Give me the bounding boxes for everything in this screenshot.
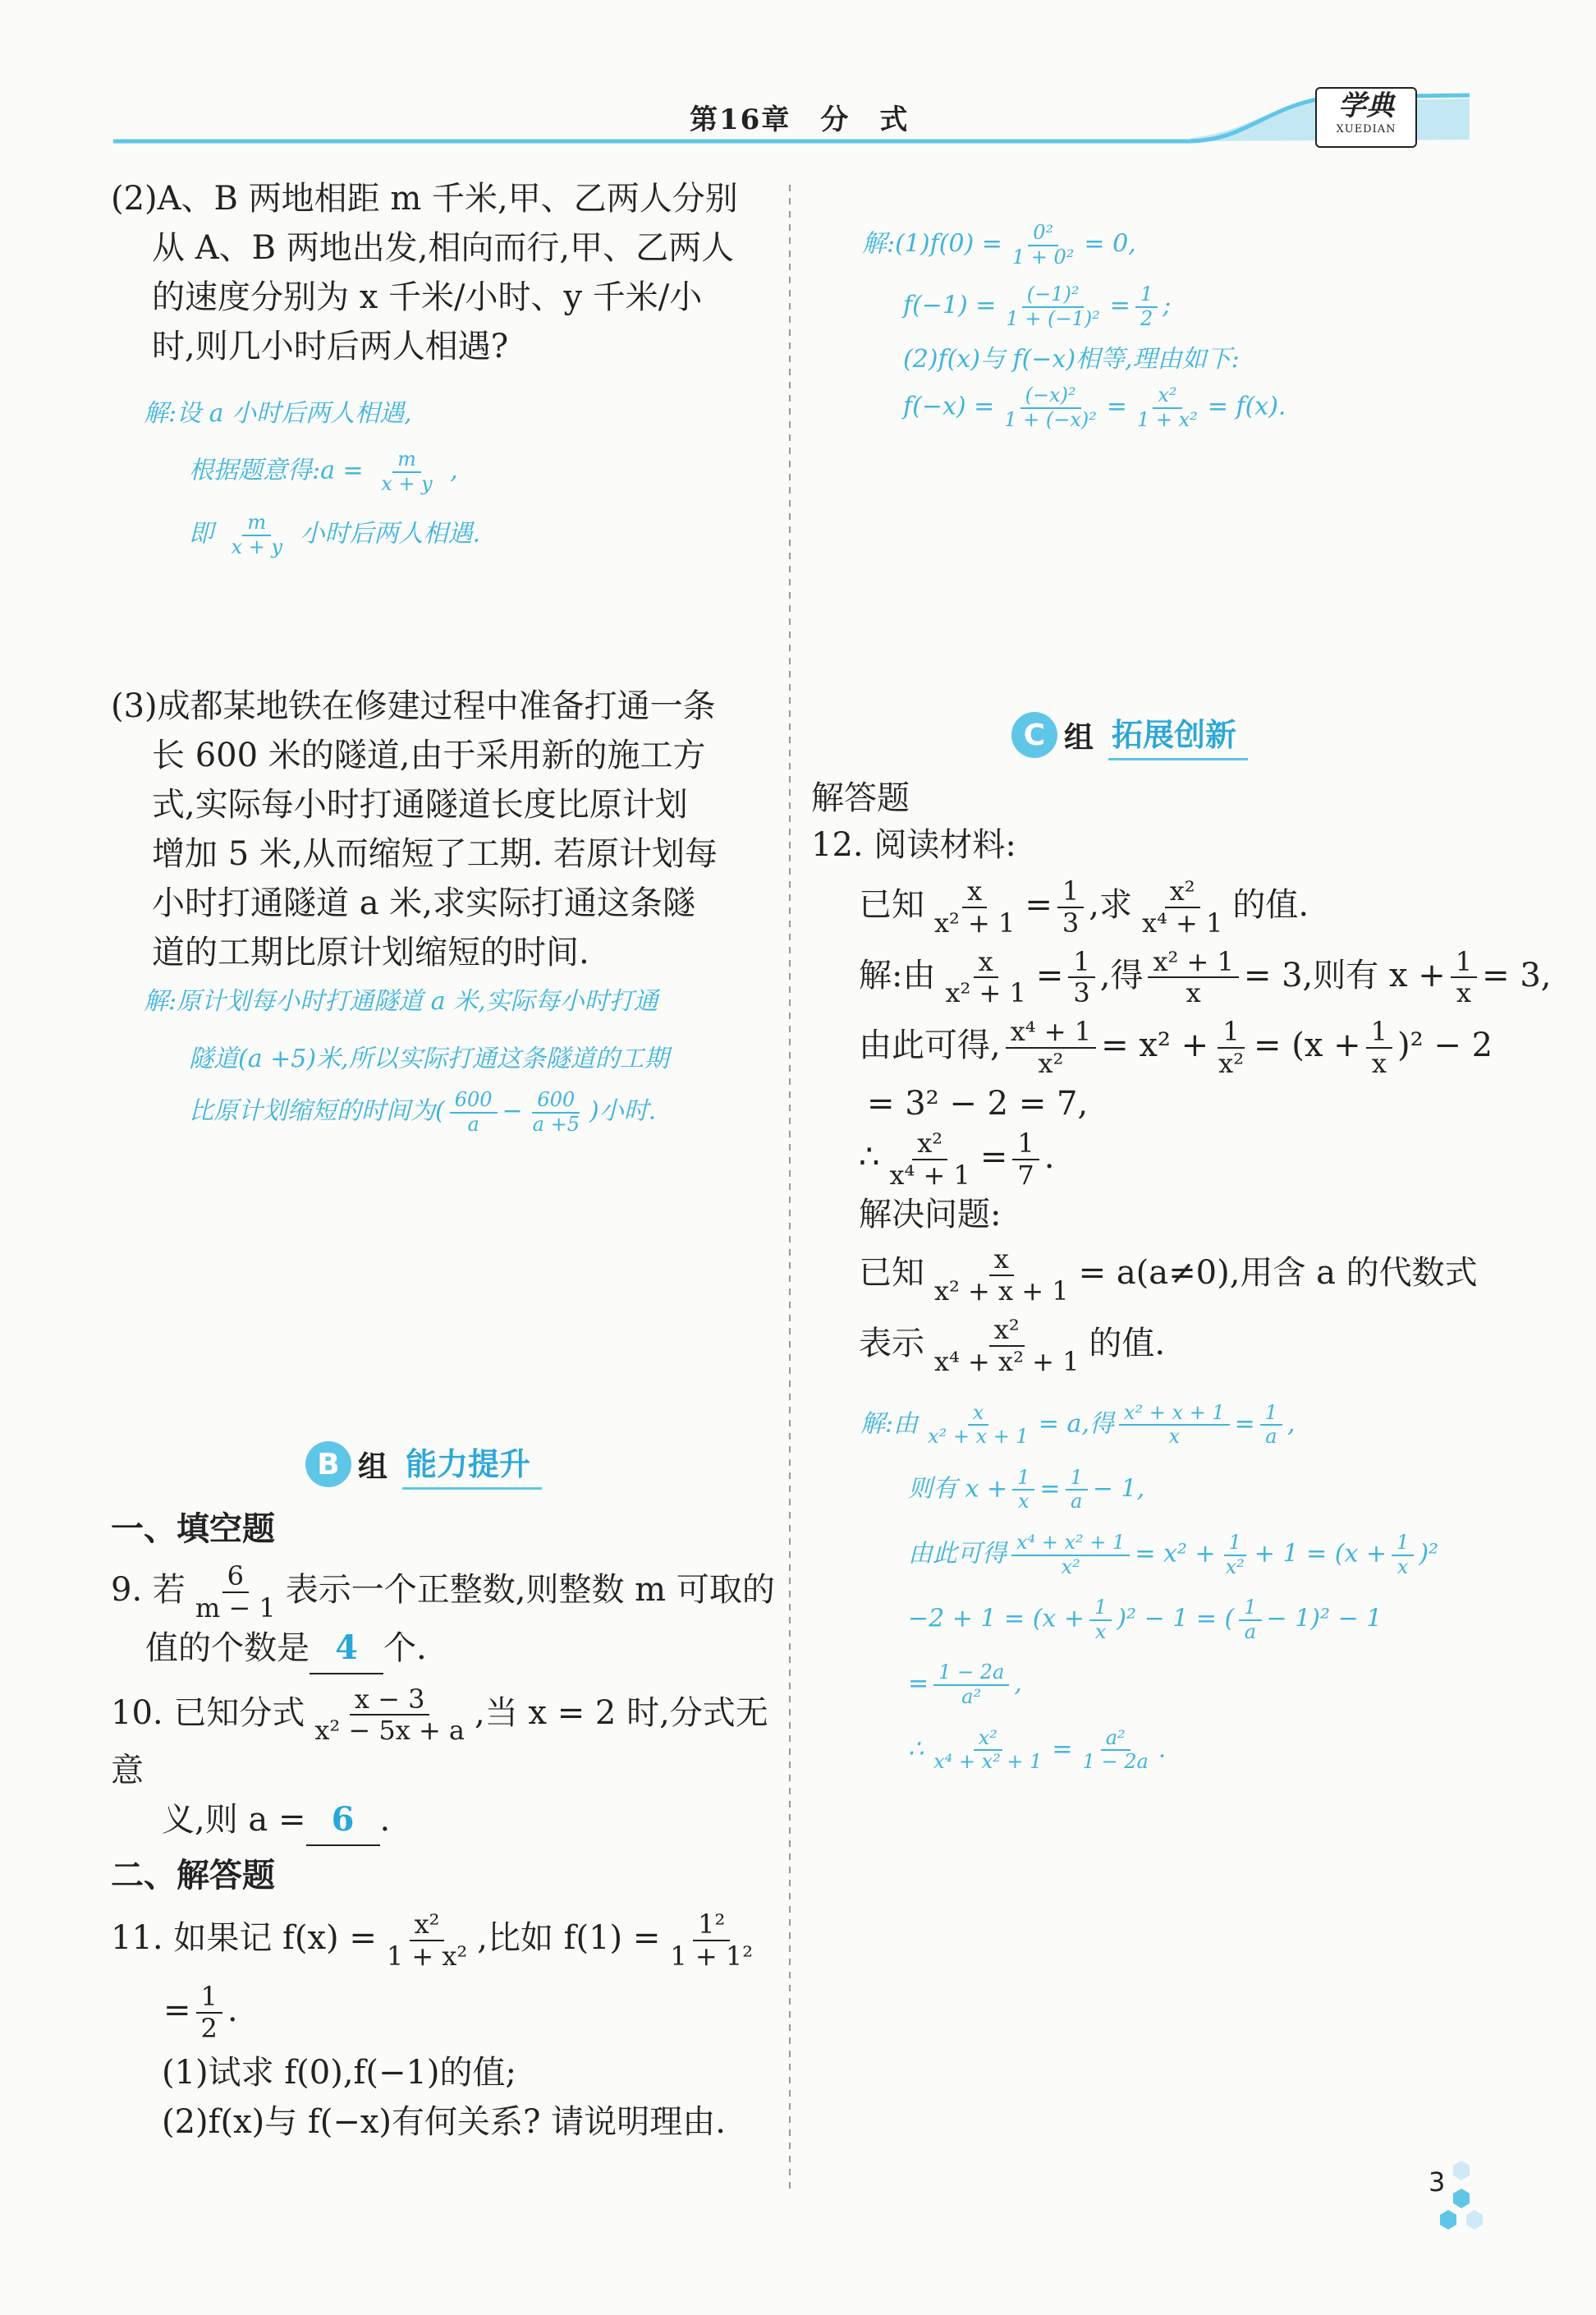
fraction: $\frac{1 - 2a}{\text{a²}}$ (933, 1661, 1009, 1708)
section-title-solve: 解答题 (811, 779, 910, 817)
fraction: $\frac{1}{x}$ (1366, 1017, 1392, 1079)
fraction: $\frac{\text{0²}}{\text{1 + 0²}}$ (1011, 221, 1075, 269)
answer-line: 比原计划缩短的时间为( $\frac{600}{a}$ − $\frac{600}{a +5}$ )小时. (189, 1088, 657, 1136)
fraction: $\frac{\text{x² + x + 1}}{x}$ (1119, 1402, 1230, 1449)
answer-line: f(−1) = $\frac{\text{(−1)²}}{\text{1 + (−1)²}}$ = $\frac{1}{2}$ ; (903, 282, 1172, 330)
column-divider (788, 185, 791, 2189)
fraction: $\frac{1}{x}$ (1451, 947, 1477, 1009)
right-lower (811, 772, 1566, 1774)
fraction: $\frac{\text{x²}}{\text{x⁴ + 1}}$ (1141, 875, 1223, 939)
fraction: $\frac{\text{x²}}{\text{x⁴ + x² + 1}}$ (933, 1725, 1043, 1774)
answer-line: 解:(1)f(0) = $\frac{\text{0²}}{\text{1 + 0²}}$ = 0, (862, 221, 1136, 269)
answer-line: 解:原计划每小时打通隧道 a 米,实际每小时打通 (144, 987, 658, 1017)
answer-line: −2 + 1 = (x + $\frac{1}{x}$ )² − 1 = ( $\frac{1}{a}$ − 1)² − 1 (908, 1596, 1383, 1643)
question-9: 9. 若 $\frac{6}{m - 1}$ 表示一个正整数,则整数 m 可取的 值的个数是 4 个. (111, 1561, 776, 1674)
fraction: $\frac{1}{\text{x²}}$ (1218, 1016, 1245, 1079)
answer-line: = $\frac{1 - 2a}{\text{a²}}$ , (908, 1660, 1022, 1708)
section-title-fill: 一、填空题 (111, 1510, 275, 1548)
answer-line: 隧道(a +5)米,所以实际打通这条隧道的工期 (189, 1045, 669, 1074)
fraction: $\frac{1}{2}$ (196, 1982, 222, 2044)
fraction: $\frac{\text{x⁴ + x² + 1}}{\text{x²}}$ (1011, 1532, 1130, 1578)
answer-12 (811, 1402, 1566, 1774)
fraction: $\frac{1}{2}$ (1135, 283, 1158, 330)
answer-11 (862, 222, 1568, 432)
fraction: $\frac{1}{3}$ (1068, 947, 1094, 1009)
fraction: $\frac{1}{x}$ (1089, 1596, 1112, 1643)
fraction: $\frac{1}{3}$ (1057, 876, 1084, 939)
logo-en: XUEDIAN (1336, 123, 1396, 136)
fraction: $\frac{1}{a}$ (1260, 1402, 1282, 1449)
fraction: $\frac{x}{\text{x² + 1}}$ (934, 875, 1016, 939)
fraction: $\frac{1}{7}$ (1012, 1128, 1039, 1191)
fraction: $\frac{1}{x}$ (1012, 1467, 1034, 1513)
fraction: $\frac{x}{\text{x² + 1}}$ (945, 945, 1026, 1009)
answer-line: f(−x) = $\frac{\text{(−x)²}}{\text{1 + (−x)²}}$ = $\frac{\text{x²}}{\text{1 + x²}}$ = f(x). (903, 384, 1286, 431)
fraction: $\frac{m}{x + y}$ (231, 511, 283, 558)
answer-line: 则有 x + $\frac{1}{x}$ = $\frac{1}{a}$ − 1, (908, 1465, 1145, 1513)
fraction: $\frac{\text{x²}}{\text{x⁴ + 1}}$ (889, 1127, 970, 1191)
fraction: $\frac{\text{x⁴ + 1}}{\text{x²}}$ (1006, 1017, 1096, 1079)
hexagon-decoration (1437, 2156, 1486, 2246)
section-title-solve: 二、解答题 (111, 1857, 275, 1895)
answer-10-3 (111, 985, 768, 1136)
left-lower (111, 1503, 776, 2147)
fraction: $\frac{x}{\text{x² + x + 1}}$ (928, 1400, 1029, 1449)
answer-line: 即 $\frac{m}{x + y}$ 小时后两人相遇. (189, 511, 481, 558)
text-line: 增加 5 米,从而缩短了工期. 若原计划每 (152, 835, 718, 874)
text-line: 小时打通隧道 a 米,求实际打通这条隧 (152, 884, 695, 923)
fraction: $\frac{1}{x}$ (1392, 1532, 1414, 1578)
question-11: 11. 如果记 f(x) = $\frac{\text{x²}}{\text{1 + x²}}$ ,比如 f(1) = $\frac{\text{1²}}{\text{1 + 1²}}$ = $\frac{1}{2}$ . (1)试求 f(0),f(−1)的值; (2)f(x)与 f(−x)有何关系? 请说明理由. (111, 1909, 776, 2147)
answer-line: 解:由 $\frac{x}{\text{x² + x + 1}}$ = a,得 $\frac{\text{x² + x + 1}}{x}$ = $\frac{1}{a}$ , (860, 1400, 1296, 1449)
fraction: $\frac{1}{a}$ (1239, 1596, 1261, 1643)
text-line: 式,实际每小时打通隧道长度比原计划 (152, 786, 688, 824)
fraction: $\frac{\text{1²}}{\text{1 + 1²}}$ (670, 1908, 754, 1972)
text-line: 道的工期比原计划缩短的时间. (152, 934, 589, 972)
group-letter: B (305, 1441, 351, 1487)
group-letter: C (1011, 712, 1057, 758)
fraction: $\frac{\text{x²}}{\text{x⁴ + x² + 1}}$ (934, 1313, 1080, 1377)
fraction: $\frac{\text{(−x)²}}{\text{1 + (−x)²}}$ (1004, 384, 1097, 431)
problem-10-2 (111, 174, 768, 371)
text-line: 长 600 米的隧道,由于采用新的施工方 (152, 737, 706, 775)
brand-logo (1315, 87, 1417, 148)
fraction: $\frac{\text{a²}}{1 - 2a}$ (1082, 1725, 1149, 1774)
logo-cn: 学典 (1338, 90, 1394, 122)
text-line: (2)A、B 两地相距 m 千米,甲、乙两人分别 (111, 180, 738, 218)
fraction: $\frac{600}{a +5}$ (532, 1088, 580, 1136)
problem-10-3 (111, 682, 768, 977)
header-chapter: 第16章 分 式 (690, 103, 910, 136)
answer-blank: 4 (310, 1624, 383, 1674)
fraction: $\frac{x}{\text{x² + x + 1}}$ (934, 1243, 1069, 1307)
answer-line: (2)f(x)与 f(−x)相等,理由如下: (903, 345, 1240, 374)
fraction: $\frac{x - 3}{\text{x² − 5x + a}}$ (314, 1683, 465, 1747)
answer-10-2 (111, 397, 768, 558)
text-line: (3)成都某地铁在修建过程中准备打通一条 (111, 687, 716, 726)
fraction: $\frac{\text{x²}}{\text{1 + x²}}$ (1137, 384, 1198, 431)
sub-question-1: (1)试求 f(0),f(−1)的值; (162, 2054, 517, 2092)
page-number: 3 (1429, 2166, 1446, 2198)
question-12: 12. 阅读材料: 已知 $\frac{x}{\text{x² + 1}}$ = $\frac{1}{3}$ ,求 $\frac{\text{x²}}{\text{x⁴ + 1}}$ 的值. 解:由 $\frac{x}{\text{x² + 1}}$ = $\frac{1}{3}$ ,得 $\frac{\text{x² + 1}}{x}$ = 3,则有 x + $\frac{1}{x}$ = 3, 由此可得, $\frac{\text{x⁴ + 1}}{\text{x²}}$ = x² + $\frac{1}{\text{x²}}$ = (x + $\frac{1}{x}$ )² − 2 = 3² − 2 = 7, ∴ $\frac{\text{x²}}{\text{x⁴ + 1}}$ = $\frac{1}{7}$ . 解决问题: 已知 $\frac{x}{\text{x² + x + 1}}$ = a(a≠0),用含 a 的代数式 表示 $\frac{\text{x²}}{\text{x⁴ + x² + 1}}$ 的值. (811, 826, 1552, 1377)
answer-line: 解:设 a 小时后两人相遇, (144, 399, 412, 428)
group-title: 能力提升 (402, 1439, 542, 1490)
text-line: 从 A、B 两地出发,相向而行,甲、乙两人 (152, 229, 735, 267)
fraction: $\frac{\text{x²}}{\text{1 + x²}}$ (386, 1908, 468, 1972)
answer-line: 由此可得 $\frac{\text{x⁴ + x² + 1}}{\text{x²}}$ = x² + $\frac{1}{\text{x²}}$ + 1 = (x + $\frac{1}{x}$ )² (908, 1530, 1439, 1578)
group-title: 拓展创新 (1108, 710, 1248, 760)
fraction: $\frac{600}{a}$ (450, 1089, 498, 1136)
fraction: $\frac{1}{a}$ (1066, 1467, 1088, 1513)
question-10: 10. 已知分式 $\frac{x - 3}{\text{x² − 5x + a}}$ ,当 x = 2 时,分式无意 义,则 a = 6 . (111, 1684, 776, 1847)
text-line: 时,则几小时后两人相遇? (152, 328, 509, 365)
sub-question-2: (2)f(x)与 f(−x)有何关系? 请说明理由. (162, 2103, 726, 2142)
left-column (111, 174, 768, 1137)
fraction: $\frac{m}{x + y}$ (381, 448, 433, 495)
fraction: $\frac{1}{\text{x²}}$ (1221, 1532, 1250, 1578)
text-line: 的速度分别为 x 千米/小时、y 千米/小 (152, 278, 703, 316)
fraction: $\frac{\text{(−1)²}}{\text{1 + (−1)²}}$ (1006, 282, 1100, 330)
group-c-heading: C 组 拓展创新 (1011, 710, 1248, 760)
group-b-heading: B 组 能力提升 (305, 1439, 542, 1490)
fraction: $\frac{\text{x² + 1}}{x}$ (1148, 947, 1238, 1009)
fraction: $\frac{6}{m - 1}$ (195, 1560, 276, 1624)
answer-blank: 6 (306, 1795, 380, 1846)
answer-line: 根据题意得:a = $\frac{m}{x + y}$ , (189, 448, 458, 495)
page-header (0, 0, 1596, 164)
answer-line: ∴ $\frac{\text{x²}}{\text{x⁴ + x² + 1}}$ = $\frac{\text{a²}}{1 - 2a}$ . (908, 1725, 1167, 1774)
